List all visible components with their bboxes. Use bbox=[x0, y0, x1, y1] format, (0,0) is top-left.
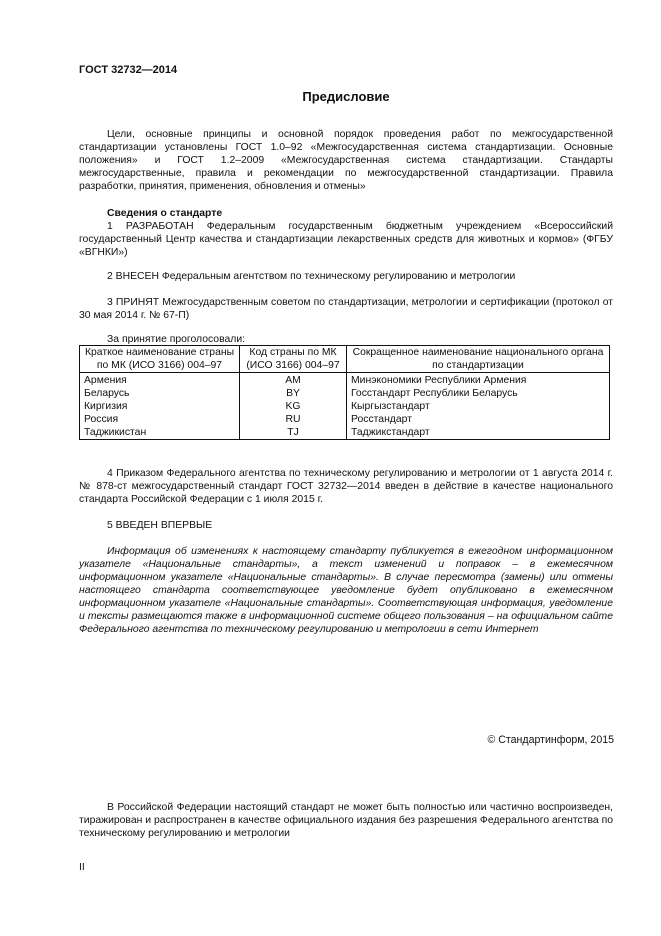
table-header-code: Код страны по МК (ИСО 3166) 004–97 bbox=[240, 346, 347, 373]
table-cell-organ: Росстандарт bbox=[347, 413, 610, 426]
changes-notice: Информация об изменениях к настоящему стандарту публикуется в ежегодном информационном указателе «Национальные стандарты», а текст изменений и поправок – в ежемесячном информационном указателе «Национальные стандарты». В случае пересмотра (замены) или отмены настоящего стандарта соответствующее уведомление будет опубликовано в ежемесячном информационном указателе «Национальные стандарты». Соответствующая информация, уведомление и тексты размещаются также в информационной системе общего пользования – на официальном сайте Федерального агентства по техническому регулированию и метрологии в сети Интернет bbox=[79, 546, 613, 635]
table-cell-code: RU bbox=[240, 413, 347, 426]
table-header-row bbox=[80, 346, 610, 373]
table-cell-code: TJ bbox=[240, 426, 347, 440]
page-title: Предисловие bbox=[302, 89, 390, 104]
table-row bbox=[80, 413, 610, 426]
table-cell-country: Россия bbox=[80, 413, 240, 426]
standard-header: ГОСТ 32732—2014 bbox=[79, 64, 178, 76]
info-item-5: 5 ВВЕДЕН ВПЕРВЫЕ bbox=[107, 520, 213, 531]
page-number: II bbox=[79, 862, 85, 873]
table-cell-country: Беларусь bbox=[80, 387, 240, 400]
info-item-1: 1 РАЗРАБОТАН Федеральным государственным бюджетным учреждением «Всероссийский государственный Центр качества и стандартизации лекарственных средств для животных и кормов» (ФГБУ «ВГНКИ») bbox=[79, 221, 613, 258]
table-cell-organ: Минэкономики Республики Армения bbox=[347, 373, 610, 388]
intro-paragraph: Цели, основные принципы и основной порядок проведения работ по межгосударственной стандартизации установлены ГОСТ 1.0–92 «Межгосударственная система стандартизации. Основные положения» и ГОСТ 1.2–2009 «Межгосударственная система стандартизации. Стандарты межгосударственные, правила и рекомендации по межгосударственной стандартизации. Правила разработки, принятия, применения, обновления и отмены» bbox=[79, 129, 613, 192]
table-cell-code: KG bbox=[240, 400, 347, 413]
table-header-organ: Сокращенное наименование национального органа по стандартизации bbox=[347, 346, 610, 373]
table-cell-code: BY bbox=[240, 387, 347, 400]
table-cell-code: AM bbox=[240, 373, 347, 388]
info-item-3: 3 ПРИНЯТ Межгосударственным советом по стандартизации, метрологии и сертификации (протокол от 30 мая 2014 г. № 67-П) bbox=[79, 297, 613, 321]
table-row bbox=[80, 373, 610, 388]
table-header-country: Краткое наименование страны по МК (ИСО 3166) 004–97 bbox=[80, 346, 240, 373]
voting-table bbox=[79, 345, 610, 440]
table-cell-country: Армения bbox=[80, 373, 240, 388]
table-cell-country: Таджикистан bbox=[80, 426, 240, 440]
info-item-4: 4 Приказом Федерального агентства по техническому регулированию и метрологии от 1 августа 2014 г. № 878-ст межгосударственный стандарт ГОСТ 32732—2014 введен в действие в качестве национального стандарта Российской Федерации с 1 июля 2015 г. bbox=[79, 468, 613, 505]
vote-label: За принятие проголосовали: bbox=[107, 334, 246, 345]
table-cell-organ: Таджикстандарт bbox=[347, 426, 610, 440]
table-row bbox=[80, 426, 610, 440]
copyright: © Стандартинформ, 2015 bbox=[487, 734, 614, 746]
info-item-2: 2 ВНЕСЕН Федеральным агентством по техническому регулированию и метрологии bbox=[107, 271, 516, 282]
table-row bbox=[80, 400, 610, 413]
rights-notice: В Российской Федерации настоящий стандарт не может быть полностью или частично воспроизведен, тиражирован и распространен в качестве официального издания без разрешения Федерального агентства по техническому регулированию и метрологии bbox=[79, 802, 613, 839]
table-row bbox=[80, 387, 610, 400]
table-cell-organ: Кыргызстандарт bbox=[347, 400, 610, 413]
table-cell-organ: Госстандарт Республики Беларусь bbox=[347, 387, 610, 400]
table-cell-country: Киргизия bbox=[80, 400, 240, 413]
info-heading: Сведения о стандарте bbox=[107, 208, 223, 219]
